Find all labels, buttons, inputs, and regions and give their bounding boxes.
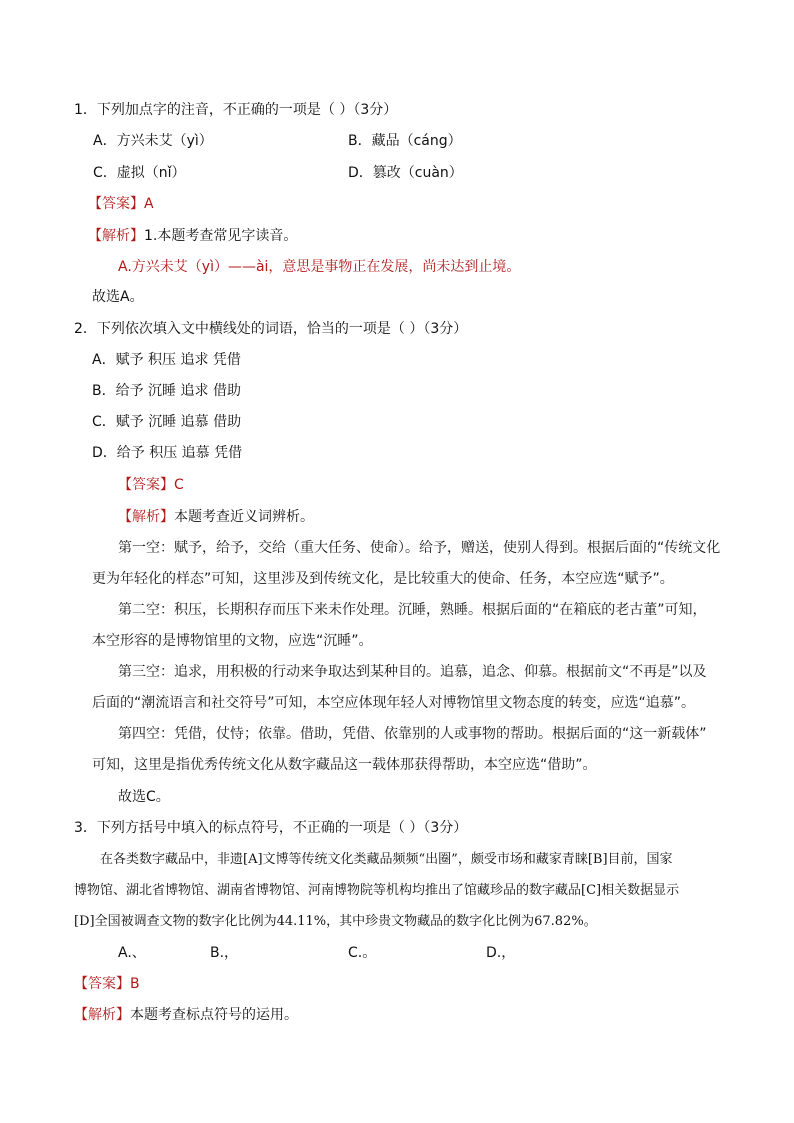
q3-answer <box>74 974 140 994</box>
q1-option-b: B．藏品（cáng） <box>348 133 462 149</box>
q1-option-d: D．篡改（cuàn） <box>348 165 463 181</box>
answer-tag: 【答案】 <box>74 976 130 992</box>
q2-para1-line2: 更为年轻化的样态”可知，这里涉及到传统文化，是比较重大的使命、任务，本空应选“赋予”。 <box>92 571 674 587</box>
q2-option-c: C．赋予 沉睡 追慕 借助 <box>92 414 242 430</box>
q1-analysis-detail: A.方兴未艾（yì）——ài，意思是事物正在发展，尚未达到止境。 <box>118 259 521 275</box>
q3-passage-line3: [D]全国被调查文物的数字化比例为44.11%，其中珍贵文物藏品的数字化比例为67.82%。 <box>74 914 597 929</box>
q2-conclusion: 故选C。 <box>118 789 170 805</box>
q2-option-d: D．给予 积压 追慕 凭借 <box>92 445 243 461</box>
q2-para3-line2: 后面的“潮流语言和社交符号”可知，本空应体现年轻人对博物馆里文物态度的转变，应选“追慕”。 <box>92 695 696 711</box>
q2-para2-line1: 第二空：积压，长期积存而压下来未作处理。沉睡，熟睡。根据后面的“在箱底的老古董”可知， <box>118 602 707 618</box>
q1-option-c: C．虚拟（nǐ） <box>93 165 186 181</box>
question-1-stem: 1．下列加点字的注音，不正确的一项是（ ）（3分） <box>74 102 398 118</box>
q2-para1-line1: 第一空：赋予，给予，交给（重大任务、使命）。给予，赠送，使别人得到。根据后面的“传统文化 <box>118 540 721 556</box>
question-3-stem: 3．下列方括号中填入的标点符号，不正确的一项是（ ）（3分） <box>74 820 468 836</box>
q3-analysis <box>74 1005 298 1025</box>
analysis-text: 1.本题考查常见字读音。 <box>144 228 298 244</box>
analysis-text: 本题考查近义词辨析。 <box>174 509 314 525</box>
q1-answer <box>88 194 154 214</box>
answer-tag: 【答案】 <box>118 477 174 493</box>
q1-option-a: A．方兴未艾（yì） <box>93 133 213 149</box>
question-2-stem: 2．下列依次填入文中横线处的词语，恰当的一项是（ ）（3分） <box>74 321 468 337</box>
analysis-tag: 【解析】 <box>74 1007 130 1023</box>
q3-option-b: B.， <box>210 945 239 961</box>
q1-analysis <box>88 226 297 246</box>
answer-value: C <box>174 477 184 493</box>
answer-value: A <box>144 196 154 212</box>
answer-value: B <box>130 976 140 992</box>
analysis-text: 本题考查标点符号的运用。 <box>130 1007 298 1023</box>
q2-para4-line1: 第四空：凭借，仗恃；依靠。借助，凭借、依靠别的人或事物的帮助。根据后面的“这一新载体” <box>118 726 707 742</box>
q3-passage-line2: 博物馆、湖北省博物馆、湖南省博物馆、河南博物院等机构均推出了馆藏珍品的数字藏品[C]相关数据显示 <box>74 883 680 898</box>
answer-tag: 【答案】 <box>88 196 144 212</box>
q3-option-a: A.、 <box>118 945 146 961</box>
q2-para4-line2: 可知，这里是指优秀传统文化从数字藏品这一载体那获得帮助，本空应选“借助”。 <box>92 757 597 773</box>
q2-para2-line2: 本空形容的是博物馆里的文物，应选“沉睡”。 <box>92 633 373 649</box>
q3-option-d: D.， <box>486 945 516 961</box>
q1-conclusion: 故选A。 <box>92 289 144 305</box>
q2-analysis <box>118 507 314 527</box>
q2-option-b: B．给予 沉睡 追求 借助 <box>92 383 241 399</box>
q2-answer <box>118 475 184 495</box>
analysis-tag: 【解析】 <box>88 228 144 244</box>
q3-option-c: C.。 <box>348 945 377 961</box>
analysis-tag: 【解析】 <box>118 509 174 525</box>
q2-para3-line1: 第三空：追求，用积极的行动来争取达到某种目的。追慕，追念、仰慕。根据前文“不再是”以及 <box>118 664 707 680</box>
q3-passage-line1: 在各类数字藏品中，非遗[A]文博等传统文化类藏品频频“出圈”，颇受市场和藏家青睐[B]目前，国家 <box>100 852 673 867</box>
q2-option-a: A．赋予 积压 追求 凭借 <box>92 352 241 368</box>
